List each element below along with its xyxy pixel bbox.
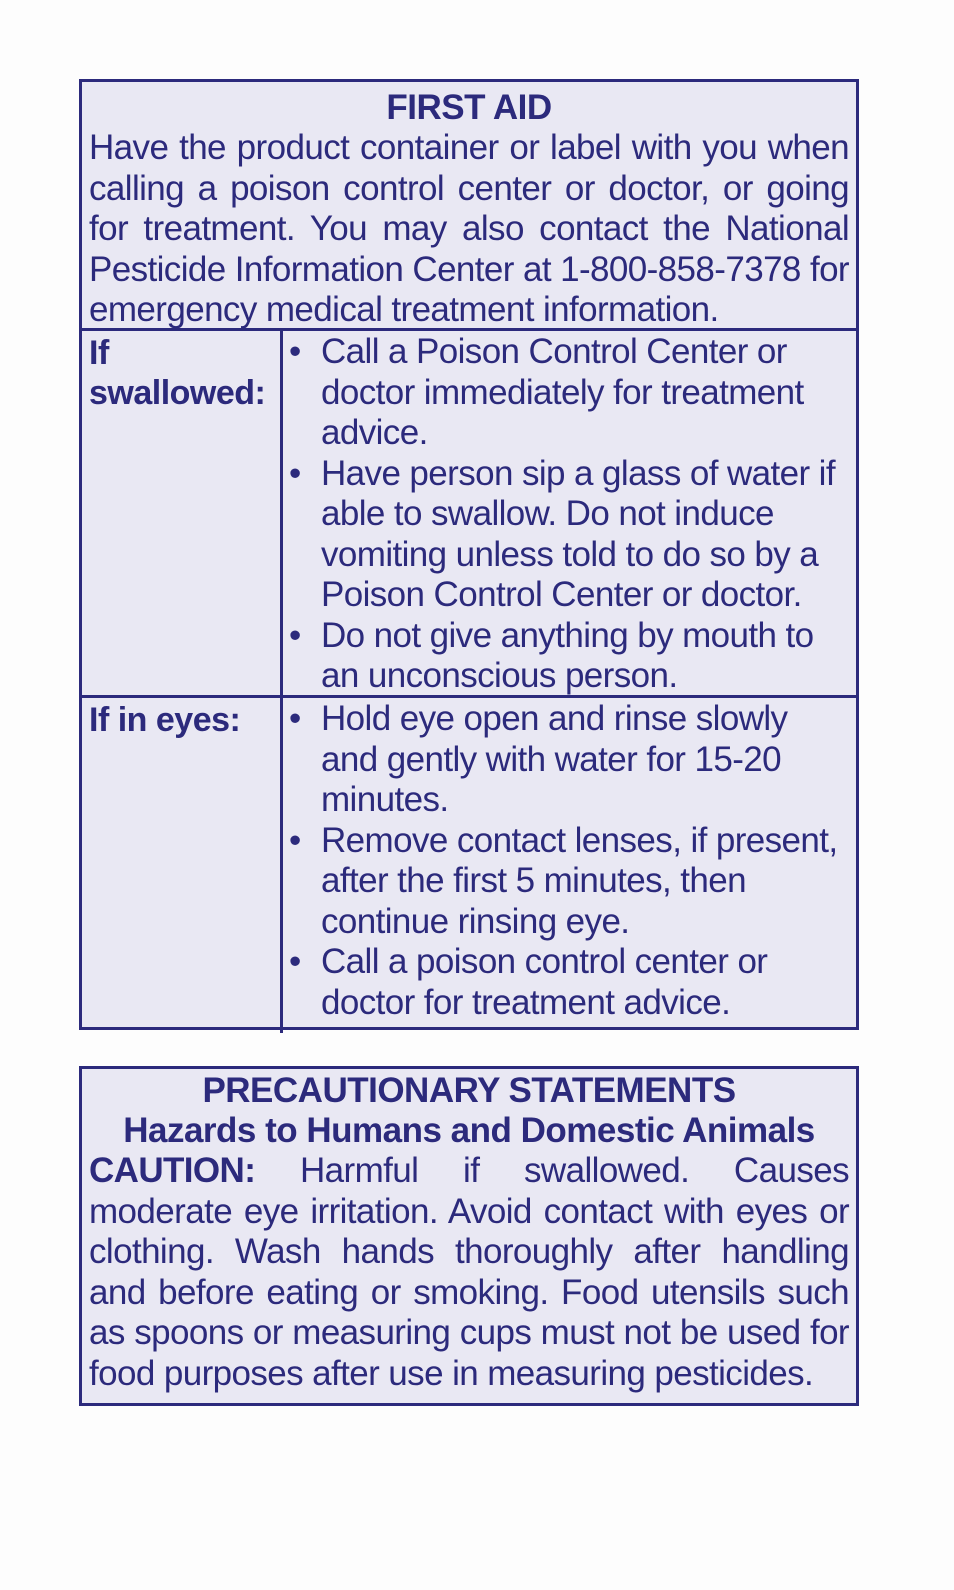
instruction-text: Remove contact lenses, if present, after the first 5 minutes, then continue rinsing eye.	[321, 820, 838, 941]
first-aid-title: FIRST AID	[386, 88, 552, 127]
bullet-icon: •	[289, 615, 301, 655]
precautionary-title: PRECAUTIONARY STATEMENTS	[202, 1071, 736, 1110]
first-aid-intro: Have the product container or label with you when calling a poison control center or doctor, or going for treatment. You may also contact the National Pesticide Information Center at 1-800-858-7378 for emergency medical treatment information.	[89, 128, 849, 328]
bullet-icon: •	[289, 820, 301, 860]
instruction-item	[287, 942, 850, 1023]
precautionary-panel	[79, 1066, 859, 1406]
swallowed-instructions	[287, 332, 850, 697]
hazards-subtitle: Hazards to Humans and Domestic Animals	[123, 1111, 815, 1150]
first-aid-row-swallowed	[82, 328, 856, 695]
instruction-text: Call a poison control center or doctor for treatment advice.	[321, 942, 768, 1022]
column-divider	[280, 698, 283, 1033]
row-label-eyes: If in eyes:	[89, 701, 241, 739]
bullet-icon: •	[289, 699, 301, 738]
instruction-item	[287, 332, 850, 454]
instruction-item	[287, 454, 850, 616]
instruction-item	[287, 616, 850, 697]
caution-text: Harmful if swallowed. Causes moderate eye irritation. Avoid contact with eyes or clothing. Wash hands thoroughly after handling and before eating or smoking. Food utensils such as spoons or measuring cups must not be used for food purposes after use in measuring pesticides.	[89, 1151, 849, 1393]
instruction-item	[287, 821, 850, 943]
row-label-swallowed: If swallowed:	[89, 334, 266, 412]
instruction-text: Have person sip a glass of water if able to swallow. Do not induce vomiting unless told to do so by a Poison Control Center or doctor.	[321, 453, 835, 614]
bullet-icon: •	[289, 453, 301, 493]
column-divider	[280, 331, 283, 695]
first-aid-panel	[79, 79, 859, 1030]
bullet-icon: •	[289, 332, 301, 371]
eyes-instructions	[287, 699, 850, 1023]
bullet-icon: •	[289, 942, 301, 981]
instruction-text: Do not give anything by mouth to an unconscious person.	[321, 615, 814, 695]
caution-label: CAUTION:	[89, 1151, 256, 1190]
instruction-text: Call a Poison Control Center or doctor immediately for treatment advice.	[321, 332, 804, 452]
instruction-item	[287, 699, 850, 821]
instruction-text: Hold eye open and rinse slowly and gently with water for 15-20 minutes.	[321, 699, 788, 819]
caution-paragraph	[82, 1151, 856, 1394]
first-aid-row-eyes	[82, 695, 856, 1033]
